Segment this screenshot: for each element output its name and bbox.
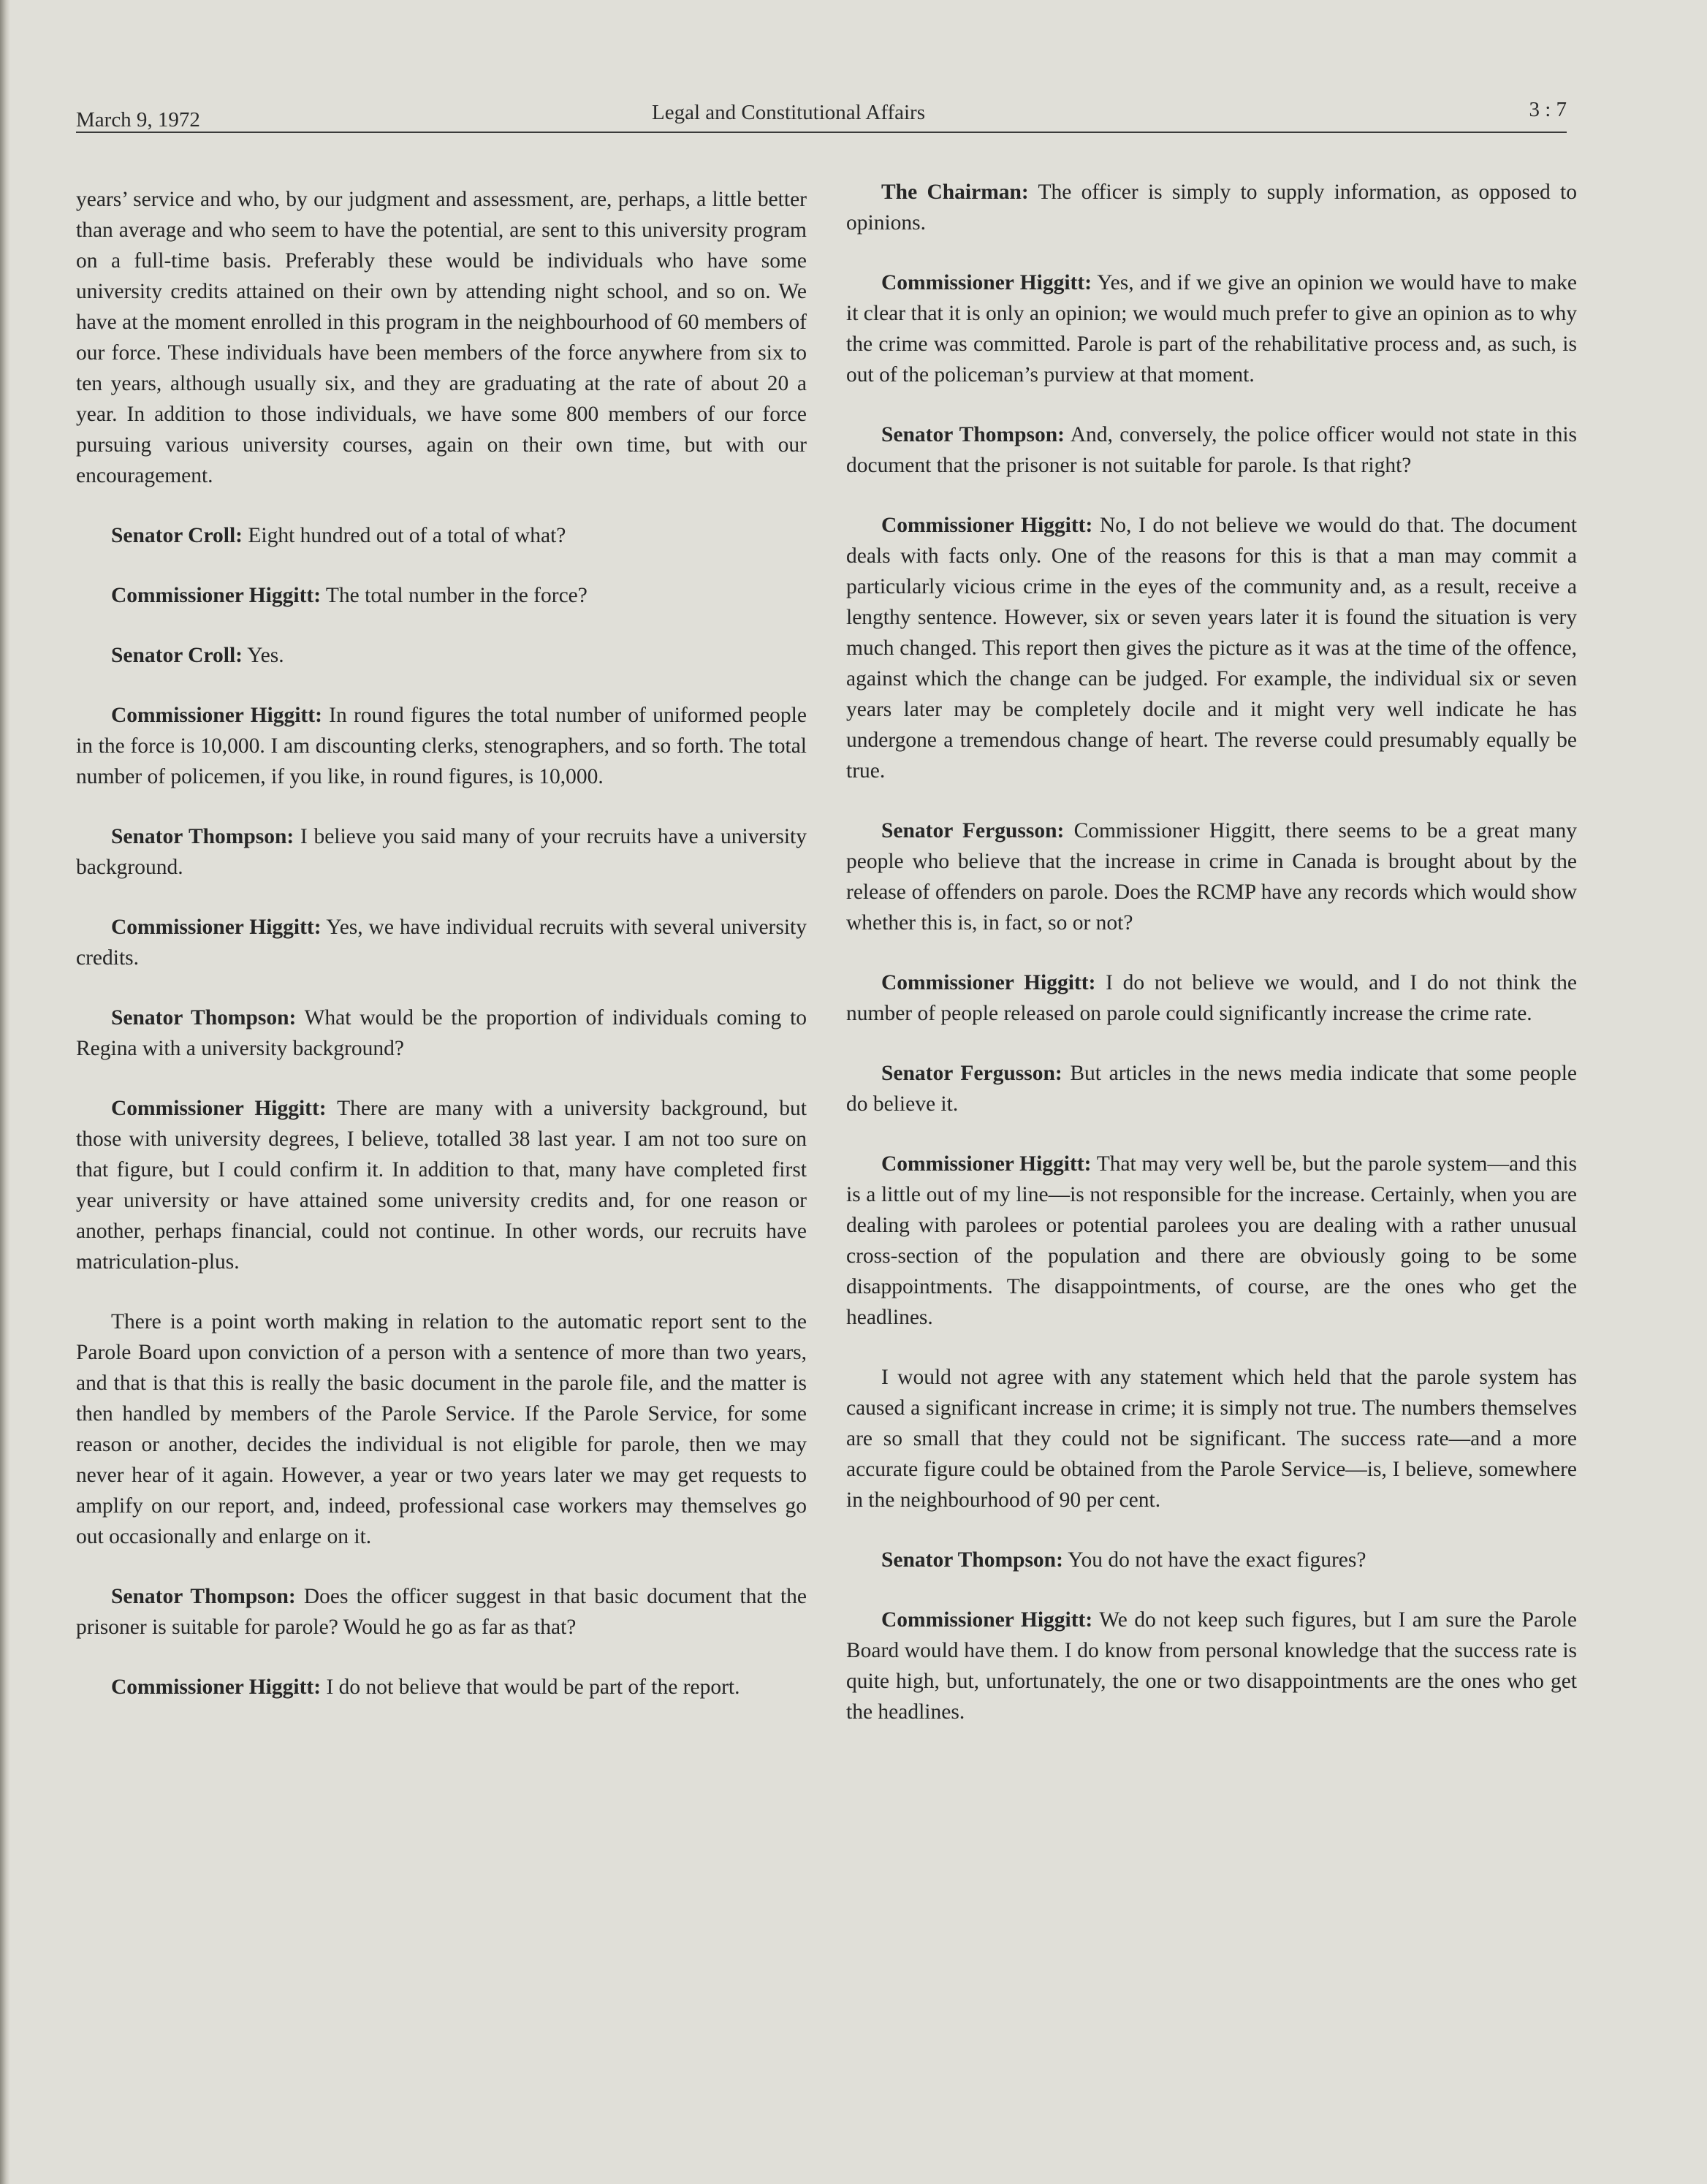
paragraph — [846, 510, 1577, 786]
speaker-name: Senator Fergusson: — [881, 819, 1065, 842]
page-header — [76, 98, 1567, 134]
paragraph — [846, 1545, 1577, 1575]
paragraph-text: Does the officer suggest in that basic document that the prisoner is suitable for parole? Would he go as far as that? — [76, 1585, 807, 1639]
speaker-name: Senator Thompson: — [881, 1548, 1063, 1572]
paragraph-text: We do not keep such figures, but I am sure the Parole Board would have them. I do know from personal knowledge that the success rate is quite high, but, unfortunately, the one or two disappointments are the ones who get the headlines. — [846, 1608, 1577, 1724]
speaker-name: Commissioner Higgitt: — [881, 1152, 1092, 1176]
speaker-name: Senator Thompson: — [111, 1006, 297, 1030]
paragraph-text: But articles in the news media indicate that some people do believe it. — [846, 1062, 1577, 1116]
paragraph-text: Commissioner Higgitt, there seems to be a great many people who believe that the increase in crime in Canada is brought about by the release of offenders on parole. Does the RCMP have any records which would show whether this is, in fact, so or not? — [846, 819, 1577, 935]
left-column — [76, 184, 807, 1732]
speaker-name: Senator Croll: — [111, 644, 243, 667]
paragraph-text: Yes, and if we give an opinion we would have to make it clear that it is only an opinion; we would much prefer to give an opinion as to why the crime was committed. Parole is part of the rehabilitative process and, as such, is out of the policeman’s purview at that moment. — [846, 271, 1577, 387]
speaker-name: Commissioner Higgitt: — [881, 1608, 1093, 1632]
paragraph-text: And, conversely, the police officer would not state in this document that the prisoner is not suitable for parole. Is that right? — [846, 423, 1577, 477]
paragraph-text: Yes, we have individual recruits with several university credits. — [76, 916, 807, 970]
paragraph — [76, 580, 807, 611]
paragraph — [76, 640, 807, 671]
speaker-name: The Chairman: — [881, 180, 1029, 204]
paragraph-text: The total number in the force? — [321, 584, 588, 607]
paragraph — [846, 419, 1577, 481]
binding-edge — [0, 0, 10, 2184]
paragraph-text: I would not agree with any statement which held that the parole system has caused a significant increase in crime; it is simply not true. The numbers themselves are so small that they could not be significant. The success rate—and a more accurate figure could be obtained from the Parole Service—is, I believe, somewhere in the neighbourhood of 90 per cent. — [846, 1366, 1577, 1512]
paragraph — [846, 1362, 1577, 1515]
speaker-name: Commissioner Higgitt: — [111, 1675, 322, 1699]
paragraph — [76, 1093, 807, 1277]
paragraph — [76, 1306, 807, 1552]
speaker-name: Commissioner Higgitt: — [881, 971, 1096, 994]
paragraph-text: The officer is simply to supply information, as opposed to opinions. — [846, 180, 1578, 235]
paragraph — [846, 177, 1577, 238]
speaker-name: Senator Croll: — [111, 524, 243, 547]
header-rule — [76, 132, 1567, 133]
paragraph-text: Eight hundred out of a total of what? — [243, 524, 566, 547]
paragraph — [846, 967, 1577, 1029]
paragraph-text: There is a point worth making in relation to the automatic report sent to the Parole Board upon conviction of a person with a sentence of more than two years, and that is that this is really the basic document in the parole file, and the matter is then handled by members of the Parole Service. If the Parole Service, for some reason or another, decides the individual is not eligible for parole, then we may never hear of it again. However, a year or two years later we may get requests to amplify on our report, and, indeed, professional case workers may themselves go out occasionally and enlarge on it. — [76, 1310, 807, 1548]
paragraph — [76, 520, 807, 551]
speaker-name: Senator Thompson: — [881, 423, 1065, 446]
paragraph — [846, 1605, 1577, 1727]
paragraph — [76, 700, 807, 792]
paragraph-text: years’ service and who, by our judgment and assessment, are, perhaps, a little better than average and who seem to have the potential, are sent to this university program on a full-time basis. Preferably these would be individuals who have some university credits attained on their own by attending night school, and so on. We have at the moment enrolled in this program in the neighbourhood of 60 members of our force. These individuals have been members of the force anywhere from six to ten years, although usually six, and they are graduating at the rate of about 20 a year. In addition to those individuals, we have some 800 members of our force pursuing various university courses, again on their own time, but with our encouragement. — [76, 188, 807, 487]
paragraph-text: You do not have the exact figures? — [1062, 1548, 1366, 1572]
paragraph — [76, 184, 807, 491]
speaker-name: Commissioner Higgitt: — [881, 514, 1093, 537]
speaker-name: Senator Thompson: — [111, 825, 294, 848]
speaker-name: Commissioner Higgitt: — [881, 271, 1092, 294]
paragraph — [846, 1058, 1577, 1119]
paragraph — [846, 267, 1577, 390]
paragraph — [76, 1002, 807, 1064]
speaker-name: Commissioner Higgitt: — [111, 584, 322, 607]
paragraph — [76, 1672, 807, 1702]
speaker-name: Senator Fergusson: — [881, 1062, 1062, 1085]
header-date: March 9, 1972 — [76, 108, 200, 132]
paragraph — [76, 1581, 807, 1643]
speaker-name: Commissioner Higgitt: — [111, 916, 322, 939]
speaker-name: Senator Thompson: — [111, 1585, 296, 1608]
paragraph-text: Yes. — [243, 644, 284, 667]
paragraph-text: I do not believe that would be part of the report. — [321, 1675, 740, 1699]
paragraph — [76, 912, 807, 973]
paragraph-text: There are many with a university background, but those with university degrees, I believe, totalled 38 last year. I am not too sure on that figure, but I could confirm it. In addition to that, many have completed first year university or have attained some university credits and, for one reason or another, perhaps financial, could not continue. In other words, our recruits have matriculation-plus. — [76, 1097, 807, 1274]
paragraph-text: I do not believe we would, and I do not think the number of people released on parole could significantly increase the crime rate. — [846, 971, 1577, 1025]
paragraph-text: What would be the proportion of individuals coming to Regina with a university background? — [76, 1006, 807, 1060]
header-title: Legal and Constitutional Affairs — [652, 101, 925, 124]
paragraph — [846, 815, 1577, 938]
speaker-name: Commissioner Higgitt: — [111, 1097, 327, 1120]
paragraph-text: In round figures the total number of uniformed people in the force is 10,000. I am discounting clerks, stenographers, and so forth. The total number of policemen, if you like, in round figures, is 10,000. — [76, 704, 807, 788]
paragraph-text: No, I do not believe we would do that. The document deals with facts only. One of the reasons for this is that a man may commit a particularly vicious crime in the eyes of the community and, as a result, receive a lengthy sentence. However, six or seven years later it is found the situation is very much changed. This report then gives the picture as it was at the time of the offence, against which the change can be judged. For example, the individual six or seven years later may be completely docile and it might very well indicate he has undergone a tremendous change of heart. The reverse could presumably equally be true. — [846, 514, 1577, 783]
paragraph — [846, 1149, 1577, 1333]
paragraph-text: That may very well be, but the parole system—and this is a little out of my line—is not responsible for the increase. Certainly, when you are dealing with parolees or potential parolees you are dealing with a rather unusual cross-section of the population and there are obviously going to be some disappointments. The disappointments, of course, are the ones who get the headlines. — [846, 1152, 1577, 1329]
right-column — [846, 177, 1577, 1757]
paragraph — [76, 821, 807, 883]
speaker-name: Commissioner Higgitt: — [111, 704, 322, 727]
header-page-number: 3 : 7 — [1529, 98, 1567, 121]
paragraph-text: I believe you said many of your recruits have a university background. — [76, 825, 807, 879]
